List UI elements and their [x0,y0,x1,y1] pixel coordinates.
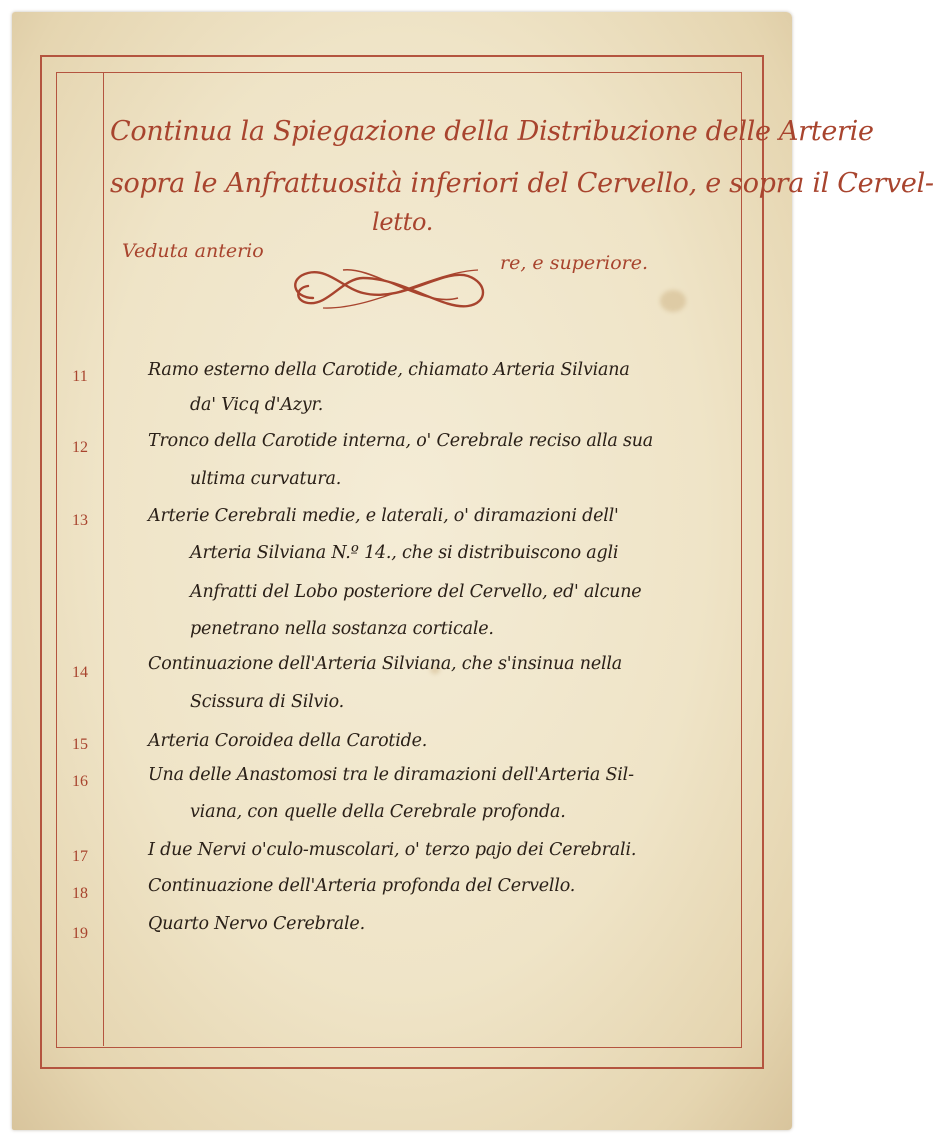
entry-text-line: I due Nervi o'culo-muscolari, o' terzo pajo dei Cerebrali. [148,840,637,860]
entry-number: 19 [72,925,88,942]
entry-text-line: Arteria Silviana N.º 14., che si distribuiscono agli [190,543,619,563]
entry-text-line: Quarto Nervo Cerebrale. [148,914,365,934]
entry-text-line: Continuazione dell'Arteria Silviana, che s'insinua nella [148,654,623,674]
entry-number: 14 [72,664,88,681]
entry-text-line: Scissura di Silvio. [190,692,344,712]
entry-text-line: Ramo esterno della Carotide, chiamato Arteria Silviana [148,360,630,380]
entry-number: 11 [72,368,88,385]
entry-text-line: da' Vicq d'Azyr. [190,395,324,415]
entry-number: 16 [72,773,88,790]
entry-text-line: Tronco della Carotide interna, o' Cerebrale reciso alla sua [148,431,654,451]
entry-text-line: Arteria Coroidea della Carotide. [148,731,428,751]
page-title-line-3: letto. [372,208,434,236]
entry-text-line: Anfratti del Lobo posteriore del Cervello, ed' alcune [190,582,642,602]
page-title-line-1: Continua la Spiegazione della Distribuzione delle Arterie [110,116,874,147]
entry-text-line: penetrano nella sostanza corticale. [190,619,494,639]
flourish-ornament [283,258,503,318]
subtitle-left: Veduta anterio [122,240,264,262]
number-column-rule [103,73,104,1046]
entry-text-line: Arterie Cerebrali medie, e laterali, o' diramazioni dell' [148,506,619,526]
entry-number: 18 [72,885,88,902]
entry-text-line: Continuazione dell'Arteria profonda del Cervello. [148,876,576,896]
entry-number: 17 [72,848,88,865]
entry-text-line: ultima curvatura. [190,469,342,489]
entry-text-line: Una delle Anastomosi tra le diramazioni dell'Arteria Sil- [148,765,634,785]
entry-number: 15 [72,736,88,753]
entry-number: 13 [72,512,88,529]
page-title-line-2: sopra le Anfrattuosità inferiori del Cervello, e sopra il Cervel- [110,168,934,199]
subtitle-right: re, e superiore. [500,252,649,274]
entry-number: 12 [72,439,88,456]
entry-text-line: viana, con quelle della Cerebrale profonda. [190,802,566,822]
